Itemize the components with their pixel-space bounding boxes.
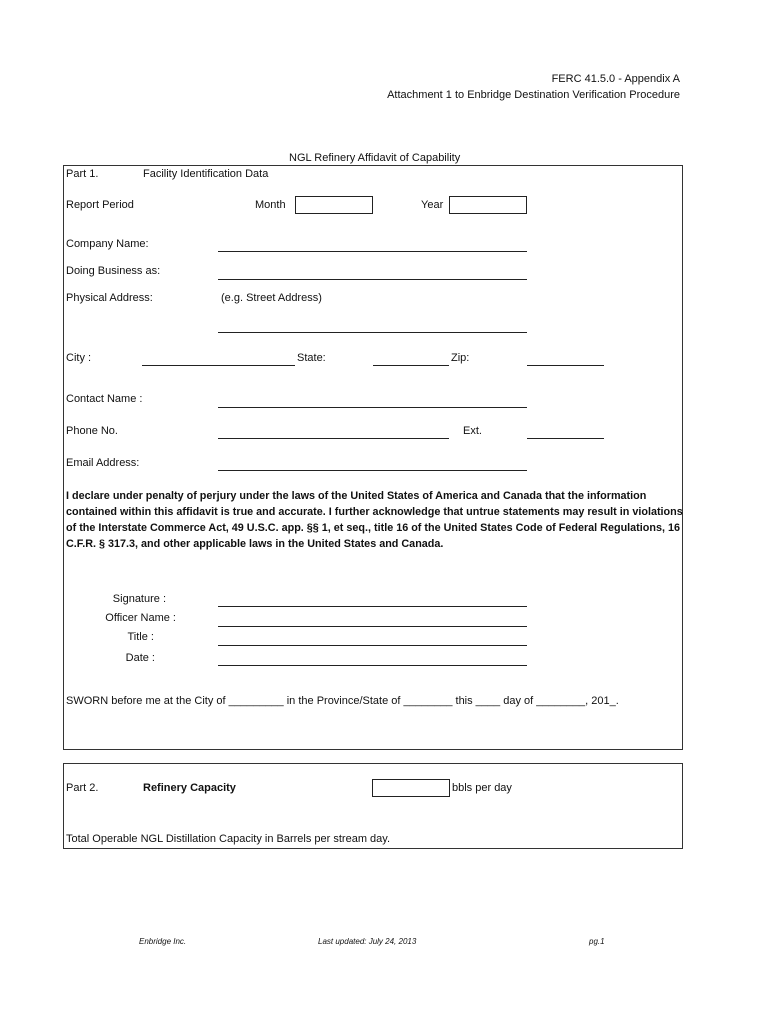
title-label: Title :	[127, 631, 154, 643]
footer-company: Enbridge Inc.	[139, 937, 187, 946]
header-attachment: Attachment 1 to Enbridge Destination Verification Procedure	[387, 89, 680, 101]
part2-label: Part 2.	[66, 782, 99, 794]
phone-label: Phone No.	[66, 425, 118, 437]
footer-updated: Last updated: July 24, 2013	[318, 937, 417, 946]
capacity-total-label: Total Operable NGL Distillation Capacity in Barrels per stream day.	[66, 833, 391, 845]
month-label: Month	[255, 199, 286, 211]
officer-name-label: Officer Name :	[105, 612, 176, 624]
footer-page: pg.1	[589, 937, 605, 946]
zip-input[interactable]	[527, 365, 604, 366]
report-period-label: Report Period	[66, 199, 134, 211]
email-input[interactable]	[218, 470, 527, 471]
company-name-label: Company Name:	[66, 238, 149, 250]
signature-label: Signature :	[112, 593, 166, 605]
part1-label: Part 1.	[66, 168, 99, 180]
capacity-unit: bbls per day	[452, 782, 512, 794]
refinery-capacity-input[interactable]	[372, 779, 450, 797]
title-input[interactable]	[218, 645, 527, 646]
city-input[interactable]	[142, 365, 295, 366]
city-label: City :	[66, 352, 92, 364]
physical-address-input[interactable]	[218, 332, 527, 333]
state-input[interactable]	[373, 365, 449, 366]
ext-label: Ext.	[463, 425, 482, 437]
zip-label: Zip:	[451, 352, 470, 364]
form-title: NGL Refinery Affidavit of Capability	[289, 152, 461, 164]
doing-business-label: Doing Business as:	[66, 265, 161, 277]
contact-name-label: Contact Name :	[66, 393, 143, 405]
part1-box	[63, 165, 683, 750]
address-hint: (e.g. Street Address)	[221, 292, 322, 304]
contact-name-input[interactable]	[218, 407, 527, 408]
date-label: Date :	[125, 652, 155, 664]
company-name-input[interactable]	[218, 251, 527, 252]
physical-address-label: Physical Address:	[66, 292, 153, 304]
declaration-text: I declare under penalty of perjury under the laws of the United States of America and Canada that the information contained within this affidavit is true and accurate. I further acknowledge that untrue statements may result in violations of the Interstate Commerce Act, 49 U.S.C. app. §§ 1, et seq., title 16 of the United States Code of Federal Regulations, 16 C.F.R. § 317.3, and other applicable laws in the United States and Canada.	[66, 490, 683, 550]
phone-input[interactable]	[218, 438, 449, 439]
sworn-text: SWORN before me at the City of _________ in the Province/State of ________ this ____ day of ________, 201_.	[66, 695, 619, 707]
signature-input[interactable]	[218, 606, 527, 607]
header-ref: FERC 41.5.0 - Appendix A	[551, 73, 680, 85]
year-input[interactable]	[449, 196, 527, 214]
month-input[interactable]	[295, 196, 373, 214]
ext-input[interactable]	[527, 438, 604, 439]
date-input[interactable]	[218, 665, 527, 666]
state-label: State:	[297, 352, 326, 364]
part2-heading: Refinery Capacity	[143, 782, 236, 794]
officer-name-input[interactable]	[218, 626, 527, 627]
part1-heading: Facility Identification Data	[143, 168, 269, 180]
year-label: Year	[421, 199, 444, 211]
doing-business-input[interactable]	[218, 279, 527, 280]
email-label: Email Address:	[66, 457, 140, 469]
